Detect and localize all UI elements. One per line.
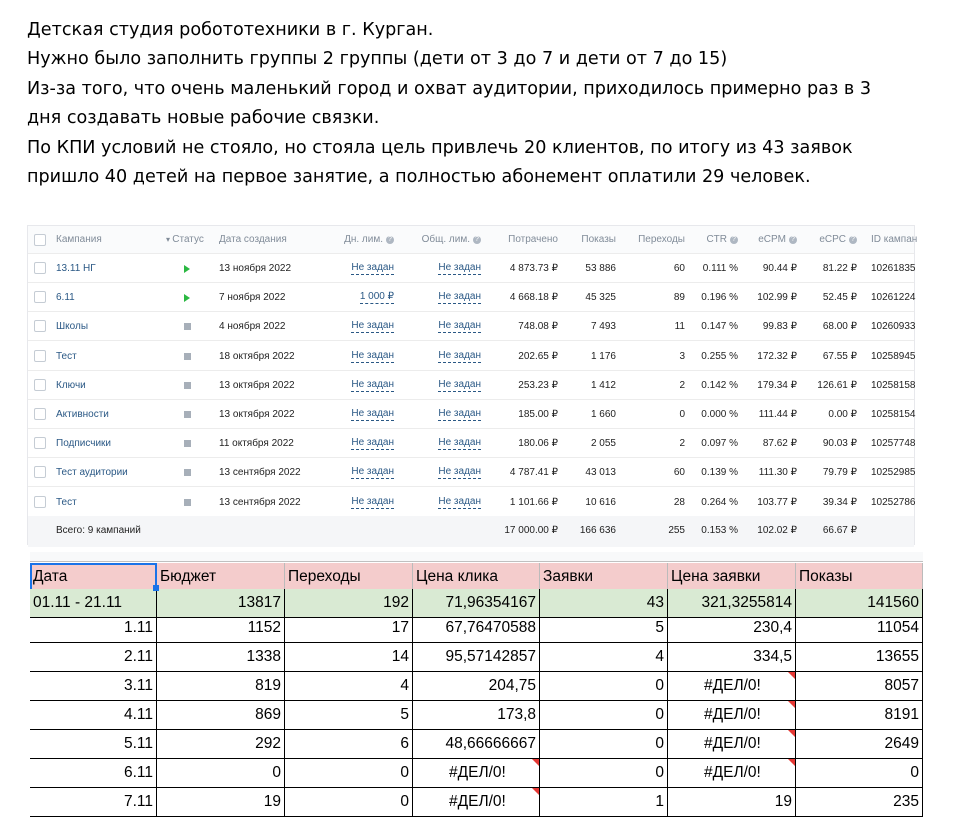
footer-spent: 17 000.00 ₽ [504, 525, 558, 536]
cell-spent: 4 873.73 ₽ [509, 263, 558, 274]
cell-date: 11 октября 2022 [219, 438, 294, 450]
intro-line: Из-за того, что очень маленький город и охват аудитории, приходилось примерно раз в 3 [27, 78, 872, 99]
campaign-row[interactable] [28, 458, 914, 487]
stop-icon[interactable] [184, 382, 191, 389]
cell[interactable]: #ДЕЛ/0! [413, 759, 540, 788]
cell-name[interactable]: 13.11 НГ [56, 263, 96, 274]
cell[interactable]: 1152 [157, 614, 285, 643]
cell[interactable]: 0 [540, 701, 668, 730]
column-header-cell[interactable]: Бюджет [157, 563, 285, 592]
row-checkbox[interactable] [34, 408, 46, 420]
cell[interactable]: 0 [285, 759, 413, 788]
cell-ecpm: 102.99 ₽ [757, 292, 797, 304]
cell-ctr: 0.264 % [701, 496, 738, 508]
cell-shows: 10 616 [585, 496, 616, 508]
column-header[interactable] [508, 226, 558, 254]
column-header[interactable] [871, 226, 917, 254]
cell-date: 13 сентября 2022 [219, 467, 301, 479]
cell-ecpm: 103.77 ₽ [757, 496, 797, 508]
cell[interactable]: 192 [285, 589, 413, 618]
cell[interactable]: 13817 [157, 589, 285, 618]
cell-day[interactable]: Не задан [351, 437, 394, 449]
cell-clicks: 89 [673, 292, 685, 304]
cell-ctr: 0.111 % [702, 263, 738, 274]
footer-shows: 166 636 [579, 525, 616, 536]
intro-line: дня создавать новые рабочие связки. [27, 108, 380, 129]
error-indicator-icon [532, 759, 539, 766]
table-header [28, 226, 918, 254]
cell[interactable]: 17 [285, 614, 413, 643]
cell-clicks: 60 [673, 467, 685, 479]
column-header-cell[interactable]: Показы [796, 563, 923, 592]
cell-ctr: 0.147 % [701, 321, 738, 333]
cell[interactable]: 5 [540, 614, 668, 643]
cell-ecpm: 111.30 ₽ [758, 467, 797, 479]
cell-name[interactable]: Ключи [56, 379, 86, 391]
cell-ecpc: 126.61 ₽ [817, 379, 857, 391]
cell-day[interactable]: Не задан [351, 495, 394, 507]
error-indicator-icon [788, 759, 795, 766]
column-header[interactable] [819, 226, 857, 254]
cell-day[interactable]: Не задан [351, 466, 394, 478]
cell[interactable]: 4 [285, 672, 413, 701]
cell-clicks: 2 [679, 438, 685, 450]
column-header[interactable] [758, 226, 797, 254]
cell[interactable]: 0 [540, 730, 668, 759]
column-header[interactable] [219, 226, 287, 254]
cell-ecpc: 0.00 ₽ [828, 409, 857, 420]
cell-ctr: 0.139 % [701, 467, 738, 479]
cell-shows: 1 176 [590, 350, 616, 362]
column-header[interactable] [422, 226, 481, 254]
header-label: Показы [581, 234, 616, 245]
cell[interactable]: 11054 [796, 614, 923, 643]
cell-date: 18 октября 2022 [219, 350, 295, 362]
campaign-row[interactable] [28, 429, 914, 458]
row-checkbox[interactable] [34, 291, 46, 303]
cell-day[interactable]: Не задан [351, 320, 394, 332]
cell-day[interactable]: Не задан [351, 378, 394, 390]
cell[interactable]: #ДЕЛ/0! [668, 672, 796, 701]
cell-id: 10257748 [871, 438, 916, 450]
cell-shows: 2 055 [590, 438, 616, 450]
cell-name[interactable]: Активности [56, 409, 109, 420]
cell[interactable]: 819 [157, 672, 285, 701]
cell[interactable]: 204,75 [413, 672, 540, 701]
cell-shows: 1 660 [590, 409, 616, 420]
cell-ecpc: 68.00 ₽ [822, 321, 857, 333]
help-icon[interactable]: ? [789, 236, 797, 244]
cell-id: 10261224 [871, 292, 916, 304]
row-checkbox[interactable] [34, 320, 46, 332]
cell[interactable]: 48,66666667 [413, 730, 540, 759]
cell-total[interactable]: Не задан [438, 349, 481, 361]
cell[interactable]: 8191 [796, 701, 923, 730]
footer-ecpc: 66.67 ₽ [822, 525, 857, 536]
help-icon[interactable]: ? [730, 236, 738, 244]
header-label: ID кампан [871, 234, 918, 245]
cell-clicks: 3 [679, 350, 685, 362]
cell-ecpc: 39.34 ₽ [822, 496, 857, 508]
footer-clicks: 255 [668, 525, 685, 536]
cell[interactable]: 1338 [157, 643, 285, 672]
campaign-row[interactable] [28, 254, 914, 283]
header-label: Дн. лим. [344, 234, 383, 245]
row-checkbox[interactable] [34, 496, 46, 508]
footer-ctr: 0.153 % [701, 525, 738, 536]
cell[interactable]: 0 [540, 759, 668, 788]
cell-spent: 185.00 ₽ [518, 409, 558, 420]
cell-ecpm: 87.62 ₽ [762, 438, 797, 450]
cell[interactable]: 2.11 [30, 643, 157, 672]
cell[interactable]: #ДЕЛ/0! [668, 730, 796, 759]
cell[interactable]: 0 [157, 759, 285, 788]
cell-spent: 202.65 ₽ [518, 350, 558, 362]
cell-date: 4 ноября 2022 [219, 321, 286, 333]
cell-name[interactable]: Подписчики [56, 438, 112, 450]
cell[interactable]: 334,5 [668, 643, 796, 672]
cell-ecpc: 67.55 ₽ [822, 350, 857, 362]
cell[interactable]: 5.11 [30, 730, 157, 759]
cell-ecpc: 52.45 ₽ [822, 292, 857, 304]
cell[interactable]: 4 [540, 643, 668, 672]
error-indicator-icon [532, 788, 539, 795]
column-header-bar [30, 552, 923, 562]
stop-icon[interactable] [184, 323, 191, 330]
cell-ecpc: 81.22 ₽ [822, 263, 857, 274]
cell-total[interactable]: Не задан [438, 320, 481, 332]
cell-total[interactable]: Не задан [438, 408, 481, 419]
help-icon[interactable]: ? [386, 236, 394, 244]
cell[interactable]: #ДЕЛ/0! [668, 759, 796, 788]
help-icon[interactable]: ? [849, 236, 857, 244]
row-checkbox[interactable] [34, 466, 46, 478]
cell[interactable]: 6 [285, 730, 413, 759]
row-checkbox[interactable] [34, 437, 46, 449]
cell-day[interactable]: Не задан [351, 262, 394, 273]
cell[interactable]: 6.11 [30, 759, 157, 788]
header-label: Общ. лим. [421, 234, 470, 245]
cell-name[interactable]: Тест [56, 496, 77, 508]
cell[interactable]: 0 [796, 759, 923, 788]
cell-id: 10258154 [871, 409, 916, 420]
cell[interactable]: 67,76470588 [413, 614, 540, 643]
cell[interactable]: 43 [540, 589, 668, 618]
cell-day[interactable]: Не задан [351, 349, 394, 361]
cell[interactable]: 19 [157, 788, 285, 817]
cell-clicks: 28 [673, 496, 685, 508]
stop-icon[interactable] [184, 469, 191, 476]
cell-shows: 53 886 [585, 263, 616, 274]
header-label: Потрачено [508, 234, 558, 245]
cell-total[interactable]: Не задан [438, 495, 481, 507]
cell-clicks: 11 [674, 321, 685, 333]
cell-id: 10260933 [871, 321, 916, 333]
spreadsheet [0, 552, 966, 810]
row-checkbox[interactable] [34, 350, 46, 362]
cell-date: 13 сентября 2022 [219, 496, 301, 508]
column-header[interactable] [581, 226, 616, 254]
cell[interactable]: #ДЕЛ/0! [413, 788, 540, 817]
cell-spent: 253.23 ₽ [518, 379, 558, 391]
header-label: eCPC [819, 234, 846, 245]
header-label: Дата создания [219, 234, 287, 245]
column-header[interactable] [56, 226, 102, 254]
table-footer [28, 516, 914, 547]
cell[interactable]: 235 [796, 788, 923, 817]
cell[interactable]: 173,8 [413, 701, 540, 730]
stop-icon[interactable] [184, 499, 191, 506]
select-all-checkbox[interactable] [34, 234, 46, 246]
cell-ecpc: 90.03 ₽ [822, 438, 857, 450]
cell[interactable]: 14 [285, 643, 413, 672]
column-header-cell[interactable]: Дата [30, 563, 157, 592]
cell[interactable]: 3.11 [30, 672, 157, 701]
header-label: Статус [172, 234, 204, 245]
cell[interactable]: 7.11 [30, 788, 157, 817]
campaigns-table [27, 225, 918, 545]
cell[interactable]: 141560 [796, 589, 923, 618]
cell-shows: 7 493 [590, 321, 616, 333]
cell[interactable]: 5 [285, 701, 413, 730]
row-checkbox[interactable] [34, 379, 46, 391]
play-icon[interactable] [184, 294, 190, 302]
intro-text [27, 16, 957, 192]
cell[interactable]: 95,57142857 [413, 643, 540, 672]
cell[interactable]: 230,4 [668, 614, 796, 643]
cell[interactable]: 13655 [796, 643, 923, 672]
header-label: eCPM [758, 234, 786, 245]
header-label: Кампания [56, 234, 102, 245]
cell-spent: 748.08 ₽ [518, 321, 558, 333]
error-indicator-icon [788, 701, 795, 708]
intro-line: Детская студия робототехники в г. Курган. [27, 20, 434, 40]
column-header[interactable] [344, 226, 394, 254]
cell[interactable]: 1.11 [30, 614, 157, 643]
stop-icon[interactable] [184, 353, 191, 360]
cell[interactable]: 19 [668, 788, 796, 817]
cell-total[interactable]: Не задан [438, 262, 481, 273]
footer-ecpm: 102.02 ₽ [757, 525, 797, 536]
cell-total[interactable]: Не задан [438, 291, 481, 303]
cell-id: 10258158 [871, 379, 916, 391]
intro-line: Нужно было заполнить группы 2 группы (дети от 3 до 7 и дети от 7 до 15) [27, 49, 728, 70]
cell[interactable]: 292 [157, 730, 285, 759]
cell-date: 13 ноября 2022 [219, 263, 292, 274]
column-header[interactable] [706, 226, 738, 254]
cell-ctr: 0.196 % [701, 292, 738, 304]
header-label: CTR [706, 234, 727, 245]
column-header-cell[interactable]: Цена заявки [668, 563, 796, 592]
campaign-row[interactable] [28, 400, 914, 429]
cell-date: 13 октября 2022 [219, 409, 295, 420]
campaign-row[interactable] [28, 283, 914, 312]
cell-ecpc: 79.79 ₽ [822, 467, 857, 479]
cell-shows: 43 013 [585, 467, 616, 479]
cell-spent: 4 668.18 ₽ [509, 292, 558, 304]
cell-clicks: 0 [679, 409, 685, 420]
footer-label: Всего: 9 кампаний [56, 525, 141, 536]
cell-shows: 45 325 [585, 292, 616, 304]
cell[interactable]: 2649 [796, 730, 923, 759]
campaign-row[interactable] [28, 342, 914, 371]
cell[interactable]: 0 [540, 672, 668, 701]
cell-clicks: 60 [673, 263, 685, 274]
cell[interactable]: 0 [285, 788, 413, 817]
cell-ecpm: 90.44 ₽ [762, 263, 797, 274]
cell-shows: 1 412 [590, 379, 616, 391]
column-header-cell[interactable]: Цена клика [413, 563, 540, 592]
cell-date: 7 ноября 2022 [219, 292, 286, 304]
error-indicator-icon [788, 672, 795, 679]
cell-day[interactable]: Не задан [351, 408, 394, 419]
cell-total[interactable]: Не задан [438, 466, 481, 478]
cell-name[interactable]: Тест [56, 350, 77, 362]
play-icon[interactable] [184, 265, 190, 273]
cell-ctr: 0.255 % [701, 350, 738, 362]
cell-spent: 180.06 ₽ [518, 438, 558, 450]
campaign-row[interactable] [28, 312, 914, 341]
help-icon[interactable]: ? [473, 236, 481, 244]
stop-icon[interactable] [184, 411, 191, 418]
column-header[interactable] [638, 226, 685, 254]
campaign-row[interactable] [28, 488, 914, 517]
cell[interactable]: 1 [540, 788, 668, 817]
cell[interactable]: 71,96354167 [413, 589, 540, 618]
cell[interactable]: 4.11 [30, 701, 157, 730]
intro-line: пришло 40 детей на первое занятие, а полностью абонемент оплатили 29 человек. [27, 167, 811, 188]
cell-id: 10252786 [871, 496, 916, 508]
cell-id: 10261835 [871, 263, 916, 274]
row-checkbox[interactable] [34, 262, 46, 274]
error-indicator-icon [788, 730, 795, 737]
cell-ecpm: 111.44 ₽ [758, 409, 797, 420]
cell-name[interactable]: Тест аудитории [56, 467, 128, 479]
cell[interactable]: 01.11 - 21.11 [30, 589, 157, 618]
cell-total[interactable]: Не задан [438, 437, 481, 449]
cell-ecpm: 99.83 ₽ [762, 321, 797, 333]
cell-day[interactable]: 1 000 ₽ [359, 291, 394, 303]
cell[interactable]: 8057 [796, 672, 923, 701]
cell-spent: 1 101.66 ₽ [509, 496, 558, 508]
cell-ctr: 0.142 % [701, 379, 738, 391]
cell[interactable]: 321,3255814 [668, 589, 796, 618]
cell-total[interactable]: Не задан [438, 378, 481, 390]
column-header-cell[interactable]: Переходы [285, 563, 413, 592]
column-header-cell[interactable]: Заявки [540, 563, 668, 592]
cell-spent: 4 787.41 ₽ [509, 467, 558, 479]
cell-id: 10258945 [871, 350, 916, 362]
intro-line: По КПИ условий не стояло, но стояла цель привлечь 20 клиентов, по итогу из 43 заявок [27, 137, 853, 158]
cell-clicks: 2 [679, 379, 685, 391]
campaign-row[interactable] [28, 371, 914, 400]
cell-ctr: 0.000 % [701, 409, 738, 420]
cell[interactable]: 869 [157, 701, 285, 730]
cell-name[interactable]: 6.11 [56, 292, 75, 304]
cell[interactable]: #ДЕЛ/0! [668, 701, 796, 730]
cell-ctr: 0.097 % [701, 438, 738, 450]
cell-id: 10252985 [871, 467, 916, 479]
cell-date: 13 октября 2022 [219, 379, 295, 391]
stop-icon[interactable] [184, 440, 191, 447]
cell-ecpm: 179.34 ₽ [757, 379, 797, 391]
fill-handle[interactable] [153, 585, 159, 591]
column-header[interactable] [166, 226, 204, 254]
header-label: Переходы [638, 234, 685, 245]
cell-ecpm: 172.32 ₽ [757, 350, 797, 362]
cell-name[interactable]: Школы [56, 321, 89, 333]
sort-arrow-icon[interactable]: ▾ [166, 235, 173, 244]
